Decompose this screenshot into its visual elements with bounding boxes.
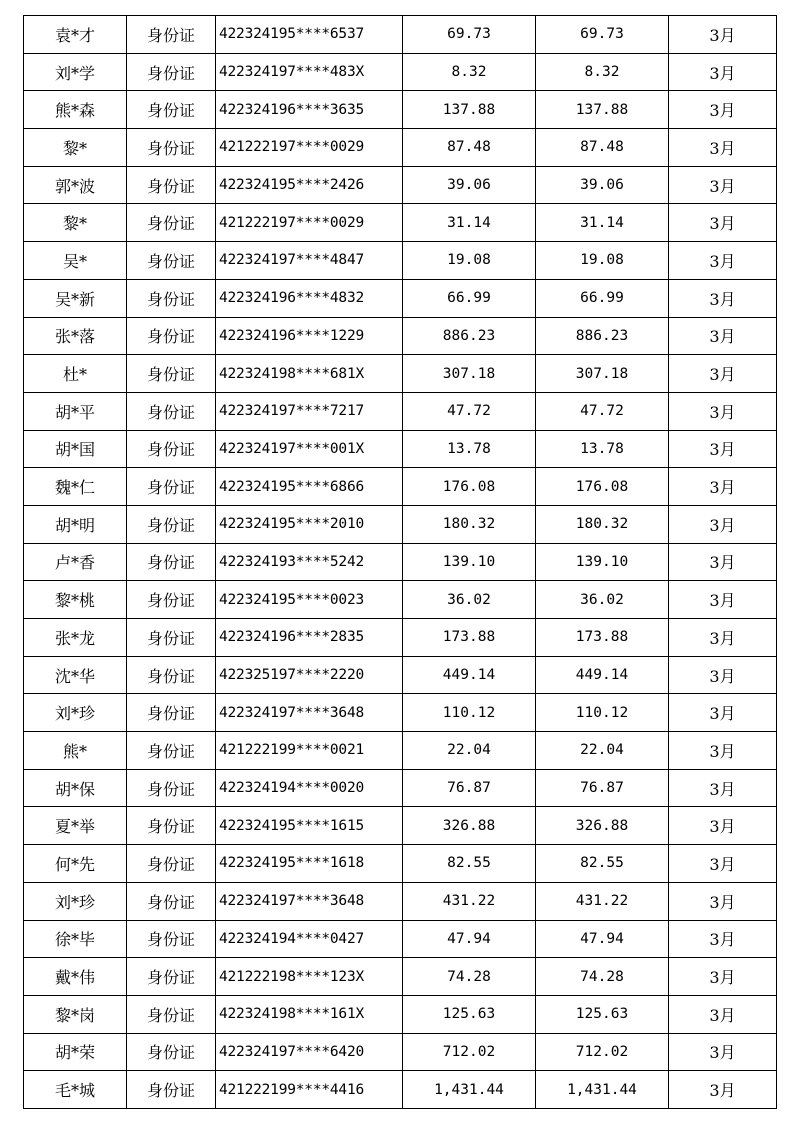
id-type-cell: 身份证 xyxy=(127,694,216,732)
month-cell: 3月 xyxy=(669,543,777,581)
table-row xyxy=(24,694,777,732)
name-cell: 黎*岗 xyxy=(24,995,127,1033)
name-cell: 胡*明 xyxy=(24,505,127,543)
table-row xyxy=(24,619,777,657)
amount-cell: 22.04 xyxy=(536,732,669,770)
amount-cell: 39.06 xyxy=(403,166,536,204)
name-cell: 刘*珍 xyxy=(24,694,127,732)
amount-cell: 307.18 xyxy=(403,355,536,393)
id-type-cell: 身份证 xyxy=(127,392,216,430)
month-cell: 3月 xyxy=(669,505,777,543)
id-number-cell: 422324195****1615 xyxy=(216,807,403,845)
month-cell: 3月 xyxy=(669,53,777,91)
month-cell: 3月 xyxy=(669,392,777,430)
table-row xyxy=(24,1033,777,1071)
table-row xyxy=(24,581,777,619)
month-cell: 3月 xyxy=(669,882,777,920)
amount-cell: 180.32 xyxy=(403,505,536,543)
amount-cell: 326.88 xyxy=(536,807,669,845)
id-type-cell: 身份证 xyxy=(127,1033,216,1071)
id-number-cell: 422324198****681X xyxy=(216,355,403,393)
name-cell: 黎* xyxy=(24,129,127,167)
table-row xyxy=(24,468,777,506)
name-cell: 张*龙 xyxy=(24,619,127,657)
amount-cell: 886.23 xyxy=(403,317,536,355)
id-type-cell: 身份证 xyxy=(127,920,216,958)
amount-cell: 36.02 xyxy=(403,581,536,619)
name-cell: 黎*桃 xyxy=(24,581,127,619)
amount-cell: 76.87 xyxy=(536,769,669,807)
id-type-cell: 身份证 xyxy=(127,807,216,845)
month-cell: 3月 xyxy=(669,807,777,845)
table-row xyxy=(24,430,777,468)
month-cell: 3月 xyxy=(669,958,777,996)
amount-cell: 139.10 xyxy=(403,543,536,581)
amount-cell: 431.22 xyxy=(403,882,536,920)
amount-cell: 76.87 xyxy=(403,769,536,807)
month-cell: 3月 xyxy=(669,279,777,317)
id-number-cell: 421222199****4416 xyxy=(216,1071,403,1109)
id-number-cell: 422324195****1618 xyxy=(216,845,403,883)
name-cell: 胡*平 xyxy=(24,392,127,430)
table-row xyxy=(24,166,777,204)
amount-cell: 449.14 xyxy=(536,656,669,694)
name-cell: 黎* xyxy=(24,204,127,242)
name-cell: 吴*新 xyxy=(24,279,127,317)
month-cell: 3月 xyxy=(669,1033,777,1071)
amount-cell: 31.14 xyxy=(536,204,669,242)
id-type-cell: 身份证 xyxy=(127,619,216,657)
id-number-cell: 421222197****0029 xyxy=(216,129,403,167)
id-number-cell: 422324194****0020 xyxy=(216,769,403,807)
id-number-cell: 422324197****3648 xyxy=(216,694,403,732)
amount-cell: 449.14 xyxy=(403,656,536,694)
id-type-cell: 身份证 xyxy=(127,166,216,204)
id-type-cell: 身份证 xyxy=(127,91,216,129)
amount-cell: 712.02 xyxy=(536,1033,669,1071)
amount-cell: 176.08 xyxy=(536,468,669,506)
table-row xyxy=(24,845,777,883)
id-number-cell: 422324197****7217 xyxy=(216,392,403,430)
amount-cell: 36.02 xyxy=(536,581,669,619)
amount-cell: 173.88 xyxy=(536,619,669,657)
amount-cell: 74.28 xyxy=(403,958,536,996)
amount-cell: 176.08 xyxy=(403,468,536,506)
id-type-cell: 身份证 xyxy=(127,543,216,581)
name-cell: 袁*才 xyxy=(24,16,127,54)
id-type-cell: 身份证 xyxy=(127,581,216,619)
amount-cell: 82.55 xyxy=(403,845,536,883)
month-cell: 3月 xyxy=(669,355,777,393)
amount-cell: 8.32 xyxy=(536,53,669,91)
id-type-cell: 身份证 xyxy=(127,505,216,543)
month-cell: 3月 xyxy=(669,317,777,355)
id-number-cell: 421222198****123X xyxy=(216,958,403,996)
name-cell: 胡*荣 xyxy=(24,1033,127,1071)
amount-cell: 87.48 xyxy=(403,129,536,167)
amount-cell: 8.32 xyxy=(403,53,536,91)
table-row xyxy=(24,1071,777,1109)
id-type-cell: 身份证 xyxy=(127,882,216,920)
table-row xyxy=(24,204,777,242)
id-number-cell: 422324196****1229 xyxy=(216,317,403,355)
month-cell: 3月 xyxy=(669,166,777,204)
id-type-cell: 身份证 xyxy=(127,129,216,167)
id-type-cell: 身份证 xyxy=(127,769,216,807)
id-number-cell: 422324195****2426 xyxy=(216,166,403,204)
table-row xyxy=(24,769,777,807)
name-cell: 刘*珍 xyxy=(24,882,127,920)
table-row xyxy=(24,91,777,129)
name-cell: 沈*华 xyxy=(24,656,127,694)
month-cell: 3月 xyxy=(669,995,777,1033)
subsidy-table xyxy=(23,15,777,1109)
month-cell: 3月 xyxy=(669,694,777,732)
id-type-cell: 身份证 xyxy=(127,430,216,468)
table-row xyxy=(24,279,777,317)
name-cell: 胡*国 xyxy=(24,430,127,468)
table-row xyxy=(24,958,777,996)
amount-cell: 39.06 xyxy=(536,166,669,204)
month-cell: 3月 xyxy=(669,242,777,280)
amount-cell: 22.04 xyxy=(403,732,536,770)
id-type-cell: 身份证 xyxy=(127,1071,216,1109)
id-number-cell: 422324195****6866 xyxy=(216,468,403,506)
id-type-cell: 身份证 xyxy=(127,958,216,996)
amount-cell: 1,431.44 xyxy=(536,1071,669,1109)
table-row xyxy=(24,543,777,581)
id-number-cell: 422324198****161X xyxy=(216,995,403,1033)
amount-cell: 82.55 xyxy=(536,845,669,883)
id-number-cell: 422324195****6537 xyxy=(216,16,403,54)
name-cell: 熊*森 xyxy=(24,91,127,129)
id-number-cell: 422324196****2835 xyxy=(216,619,403,657)
month-cell: 3月 xyxy=(669,732,777,770)
id-number-cell: 422325197****2220 xyxy=(216,656,403,694)
table-row xyxy=(24,656,777,694)
amount-cell: 47.94 xyxy=(403,920,536,958)
table-row xyxy=(24,53,777,91)
month-cell: 3月 xyxy=(669,468,777,506)
name-cell: 刘*学 xyxy=(24,53,127,91)
name-cell: 徐*毕 xyxy=(24,920,127,958)
name-cell: 胡*保 xyxy=(24,769,127,807)
table-body xyxy=(24,16,777,1109)
amount-cell: 125.63 xyxy=(536,995,669,1033)
id-number-cell: 422324197****001X xyxy=(216,430,403,468)
amount-cell: 431.22 xyxy=(536,882,669,920)
name-cell: 张*落 xyxy=(24,317,127,355)
id-number-cell: 422324197****4847 xyxy=(216,242,403,280)
amount-cell: 110.12 xyxy=(403,694,536,732)
name-cell: 何*先 xyxy=(24,845,127,883)
amount-cell: 326.88 xyxy=(403,807,536,845)
amount-cell: 69.73 xyxy=(536,16,669,54)
name-cell: 熊* xyxy=(24,732,127,770)
id-number-cell: 422324195****2010 xyxy=(216,505,403,543)
amount-cell: 19.08 xyxy=(536,242,669,280)
month-cell: 3月 xyxy=(669,656,777,694)
amount-cell: 886.23 xyxy=(536,317,669,355)
name-cell: 郭*波 xyxy=(24,166,127,204)
table-row xyxy=(24,882,777,920)
table-row xyxy=(24,732,777,770)
month-cell: 3月 xyxy=(669,430,777,468)
id-number-cell: 422324194****0427 xyxy=(216,920,403,958)
table-row xyxy=(24,505,777,543)
amount-cell: 87.48 xyxy=(536,129,669,167)
month-cell: 3月 xyxy=(669,91,777,129)
table-row xyxy=(24,392,777,430)
id-type-cell: 身份证 xyxy=(127,317,216,355)
id-type-cell: 身份证 xyxy=(127,995,216,1033)
amount-cell: 712.02 xyxy=(403,1033,536,1071)
id-type-cell: 身份证 xyxy=(127,16,216,54)
month-cell: 3月 xyxy=(669,581,777,619)
id-number-cell: 422324197****3648 xyxy=(216,882,403,920)
id-type-cell: 身份证 xyxy=(127,242,216,280)
id-number-cell: 422324196****3635 xyxy=(216,91,403,129)
id-number-cell: 422324195****0023 xyxy=(216,581,403,619)
table-row xyxy=(24,16,777,54)
amount-cell: 1,431.44 xyxy=(403,1071,536,1109)
id-number-cell: 422324197****483X xyxy=(216,53,403,91)
id-type-cell: 身份证 xyxy=(127,732,216,770)
table-row xyxy=(24,317,777,355)
amount-cell: 47.72 xyxy=(403,392,536,430)
amount-cell: 13.78 xyxy=(403,430,536,468)
id-type-cell: 身份证 xyxy=(127,53,216,91)
amount-cell: 139.10 xyxy=(536,543,669,581)
month-cell: 3月 xyxy=(669,16,777,54)
id-number-cell: 422324193****5242 xyxy=(216,543,403,581)
id-number-cell: 422324196****4832 xyxy=(216,279,403,317)
amount-cell: 74.28 xyxy=(536,958,669,996)
amount-cell: 110.12 xyxy=(536,694,669,732)
amount-cell: 47.94 xyxy=(536,920,669,958)
name-cell: 毛*城 xyxy=(24,1071,127,1109)
id-number-cell: 421222199****0021 xyxy=(216,732,403,770)
month-cell: 3月 xyxy=(669,845,777,883)
name-cell: 夏*举 xyxy=(24,807,127,845)
id-type-cell: 身份证 xyxy=(127,656,216,694)
amount-cell: 19.08 xyxy=(403,242,536,280)
month-cell: 3月 xyxy=(669,129,777,167)
amount-cell: 47.72 xyxy=(536,392,669,430)
id-number-cell: 422324197****6420 xyxy=(216,1033,403,1071)
id-type-cell: 身份证 xyxy=(127,279,216,317)
amount-cell: 137.88 xyxy=(403,91,536,129)
amount-cell: 13.78 xyxy=(536,430,669,468)
amount-cell: 307.18 xyxy=(536,355,669,393)
amount-cell: 31.14 xyxy=(403,204,536,242)
id-type-cell: 身份证 xyxy=(127,355,216,393)
id-type-cell: 身份证 xyxy=(127,845,216,883)
month-cell: 3月 xyxy=(669,920,777,958)
amount-cell: 173.88 xyxy=(403,619,536,657)
amount-cell: 66.99 xyxy=(403,279,536,317)
amount-cell: 125.63 xyxy=(403,995,536,1033)
id-number-cell: 421222197****0029 xyxy=(216,204,403,242)
table-row xyxy=(24,242,777,280)
amount-cell: 69.73 xyxy=(403,16,536,54)
name-cell: 卢*香 xyxy=(24,543,127,581)
id-type-cell: 身份证 xyxy=(127,204,216,242)
name-cell: 魏*仁 xyxy=(24,468,127,506)
table-row xyxy=(24,355,777,393)
amount-cell: 180.32 xyxy=(536,505,669,543)
amount-cell: 66.99 xyxy=(536,279,669,317)
month-cell: 3月 xyxy=(669,769,777,807)
month-cell: 3月 xyxy=(669,204,777,242)
table-row xyxy=(24,920,777,958)
table-row xyxy=(24,995,777,1033)
name-cell: 吴* xyxy=(24,242,127,280)
name-cell: 戴*伟 xyxy=(24,958,127,996)
id-type-cell: 身份证 xyxy=(127,468,216,506)
table-row xyxy=(24,807,777,845)
name-cell: 杜* xyxy=(24,355,127,393)
month-cell: 3月 xyxy=(669,619,777,657)
month-cell: 3月 xyxy=(669,1071,777,1109)
table-row xyxy=(24,129,777,167)
amount-cell: 137.88 xyxy=(536,91,669,129)
